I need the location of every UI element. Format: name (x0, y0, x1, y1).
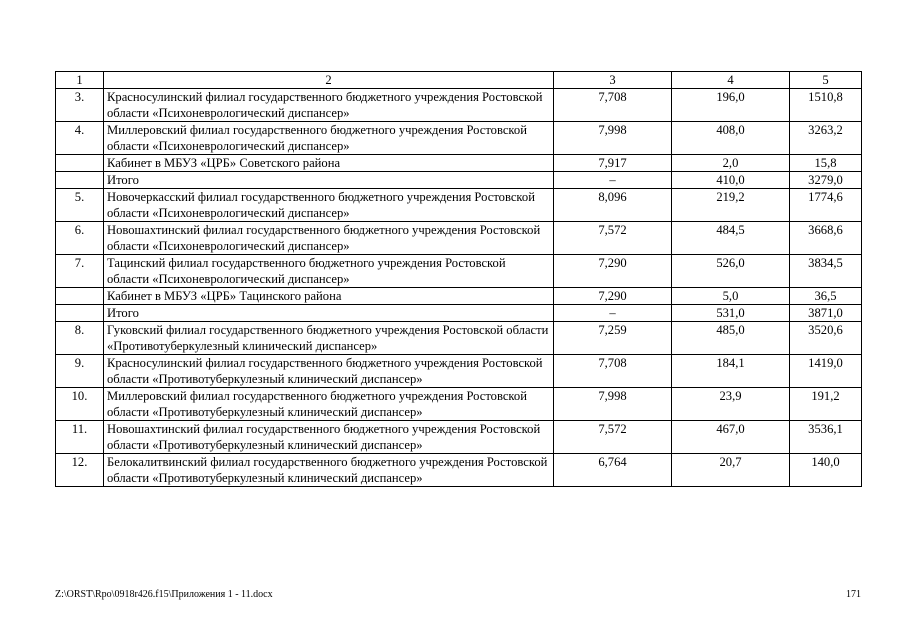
value-col4: 410,0 (672, 172, 790, 189)
value-col3: 6,764 (554, 454, 672, 487)
value-col4: 219,2 (672, 189, 790, 222)
row-number: 9. (56, 355, 104, 388)
value-col4: 20,7 (672, 454, 790, 487)
row-description: Миллеровский филиал государственного бюджетного учреждения Ростовской области «Противотуберкулезный клинический диспансер» (104, 388, 554, 421)
value-col4: 408,0 (672, 122, 790, 155)
value-col5: 3834,5 (790, 255, 862, 288)
value-col5: 1774,6 (790, 189, 862, 222)
value-col3: 7,290 (554, 288, 672, 305)
value-col5: 1419,0 (790, 355, 862, 388)
value-col3: 7,708 (554, 355, 672, 388)
value-col4: 184,1 (672, 355, 790, 388)
row-number (56, 305, 104, 322)
table-row (56, 89, 862, 122)
row-number: 6. (56, 222, 104, 255)
value-col3: 7,572 (554, 421, 672, 454)
row-number: 10. (56, 388, 104, 421)
row-description: Кабинет в МБУЗ «ЦРБ» Тацинского района (104, 288, 554, 305)
row-number: 12. (56, 454, 104, 487)
table-row (56, 421, 862, 454)
value-col4: 526,0 (672, 255, 790, 288)
value-col3: 8,096 (554, 189, 672, 222)
value-col3: 7,998 (554, 388, 672, 421)
value-col5: 15,8 (790, 155, 862, 172)
table-header-row (56, 72, 862, 89)
value-col3: – (554, 305, 672, 322)
row-description: Красносулинский филиал государственного бюджетного учреждения Ростовской области «Психоневрологический диспансер» (104, 89, 554, 122)
value-col3: 7,290 (554, 255, 672, 288)
row-number: 8. (56, 322, 104, 355)
value-col4: 196,0 (672, 89, 790, 122)
value-col4: 2,0 (672, 155, 790, 172)
table-row (56, 305, 862, 322)
file-path: Z:\ORST\Rpo\0918r426.f15\Приложения 1 - 11.docx (55, 589, 273, 600)
value-col3: – (554, 172, 672, 189)
value-col3: 7,917 (554, 155, 672, 172)
row-number: 3. (56, 89, 104, 122)
table-body (56, 89, 862, 487)
row-number (56, 288, 104, 305)
row-number (56, 172, 104, 189)
row-number: 7. (56, 255, 104, 288)
row-description: Итого (104, 305, 554, 322)
row-description: Тацинский филиал государственного бюджетного учреждения Ростовской области «Психоневрологический диспансер» (104, 255, 554, 288)
value-col4: 467,0 (672, 421, 790, 454)
column-header: 1 (56, 72, 104, 89)
column-header: 2 (104, 72, 554, 89)
row-description: Миллеровский филиал государственного бюджетного учреждения Ростовской области «Психоневрологический диспансер» (104, 122, 554, 155)
table-row (56, 355, 862, 388)
table-row (56, 155, 862, 172)
value-col5: 3279,0 (790, 172, 862, 189)
table-row (56, 454, 862, 487)
page-number: 171 (846, 589, 861, 600)
row-description: Новошахтинский филиал государственного бюджетного учреждения Ростовской области «Психоневрологический диспансер» (104, 222, 554, 255)
value-col5: 3668,6 (790, 222, 862, 255)
value-col4: 23,9 (672, 388, 790, 421)
row-description: Гуковский филиал государственного бюджетного учреждения Ростовской области «Противотуберкулезный клинический диспансер» (104, 322, 554, 355)
value-col5: 3263,2 (790, 122, 862, 155)
table-row (56, 288, 862, 305)
row-description: Новошахтинский филиал государственного бюджетного учреждения Ростовской области «Противотуберкулезный клинический диспансер» (104, 421, 554, 454)
row-number: 5. (56, 189, 104, 222)
table-row (56, 172, 862, 189)
value-col5: 3871,0 (790, 305, 862, 322)
data-table (55, 71, 862, 487)
row-number: 4. (56, 122, 104, 155)
value-col5: 3520,6 (790, 322, 862, 355)
value-col3: 7,572 (554, 222, 672, 255)
row-description: Кабинет в МБУЗ «ЦРБ» Советского района (104, 155, 554, 172)
table-row (56, 189, 862, 222)
row-number (56, 155, 104, 172)
value-col3: 7,259 (554, 322, 672, 355)
value-col5: 1510,8 (790, 89, 862, 122)
value-col4: 485,0 (672, 322, 790, 355)
value-col5: 36,5 (790, 288, 862, 305)
table-row (56, 388, 862, 421)
row-description: Новочеркасский филиал государственного бюджетного учреждения Ростовской области «Психоневрологический диспансер» (104, 189, 554, 222)
table-row (56, 322, 862, 355)
value-col5: 3536,1 (790, 421, 862, 454)
value-col4: 5,0 (672, 288, 790, 305)
column-header: 4 (672, 72, 790, 89)
column-header: 3 (554, 72, 672, 89)
value-col5: 191,2 (790, 388, 862, 421)
row-description: Красносулинский филиал государственного бюджетного учреждения Ростовской области «Противотуберкулезный клинический диспансер» (104, 355, 554, 388)
table-row (56, 122, 862, 155)
table-row (56, 222, 862, 255)
value-col4: 531,0 (672, 305, 790, 322)
value-col3: 7,708 (554, 89, 672, 122)
value-col4: 484,5 (672, 222, 790, 255)
row-description: Итого (104, 172, 554, 189)
row-number: 11. (56, 421, 104, 454)
row-description: Белокалитвинский филиал государственного бюджетного учреждения Ростовской области «Противотуберкулезный клинический диспансер» (104, 454, 554, 487)
table-row (56, 255, 862, 288)
value-col3: 7,998 (554, 122, 672, 155)
value-col5: 140,0 (790, 454, 862, 487)
column-header: 5 (790, 72, 862, 89)
